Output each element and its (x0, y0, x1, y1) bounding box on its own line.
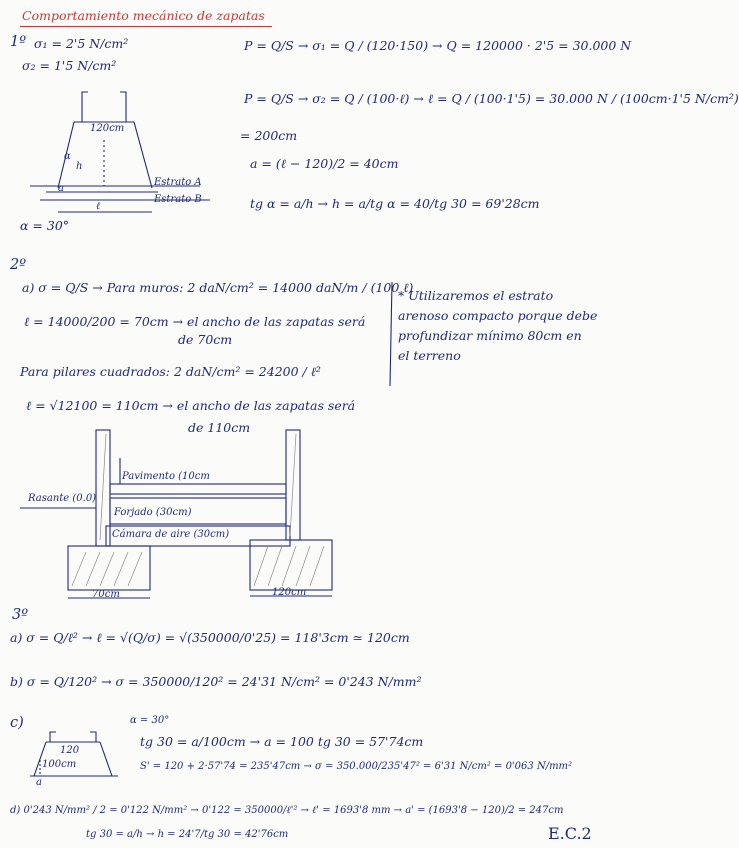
sec3-number: 3º (12, 607, 29, 623)
sec3-b: b) σ = Q/120² → σ = 350000/120² = 24'31 N/cm² = 0'243 N/mm² (10, 674, 422, 689)
sec2-eq3: ℓ = √12100 = 110cm → el ancho de las zapatas será (26, 398, 356, 413)
sec2-note-3: profundizar mínimo 80cm en (398, 328, 582, 343)
sec1-alpha: α = 30° (20, 218, 70, 233)
sec3-c2: S' = 120 + 2·57'74 = 235'47cm → σ = 350.000/235'47² = 6'31 N/cm² = 0'063 N/mm² (140, 761, 573, 772)
label-rasante: Rasante (0.0) (28, 493, 97, 504)
sec1-eq4: a = (ℓ − 120)/2 = 40cm (250, 156, 399, 171)
page-title: Comportamiento mecánico de zapatas (22, 8, 265, 23)
label-width-120: 120cm (272, 587, 307, 598)
label-width-70: 70cm (92, 589, 120, 600)
sec1-eq3: = 200cm (240, 128, 298, 143)
sec3-c-label: c) (10, 715, 24, 731)
sec3-c1: tg 30 = a/100cm → a = 100 tg 30 = 57'74cm (140, 734, 424, 749)
sec3-c-diag-width: 120 (60, 745, 80, 756)
sec3-c-alpha: α = 30° (130, 715, 170, 726)
footer-code: E.C.2 (548, 824, 592, 843)
sec2-eq2b: de 70cm (178, 332, 233, 347)
sec1-sigma1: σ₁ = 2'5 N/cm² (34, 36, 129, 51)
sec2-number: 2º (10, 257, 27, 273)
label-air-chamber: Cámara de aire (30cm) (112, 529, 230, 540)
sec1-eq1: P = Q/S → σ₁ = Q / (120·150) → Q = 120000 · 2'5 = 30.000 N (244, 38, 632, 53)
label-pavement: Pavimento (10cm (122, 471, 210, 482)
sec1-number: 1º (10, 34, 27, 50)
sec1-eq2: P = Q/S → σ₂ = Q / (100·ℓ) → ℓ = Q / (100·1'5) = 30.000 N / (100cm·1'5 N/cm²) (244, 91, 739, 106)
sec2-eq1: a) σ = Q/S → Para muros: 2 daN/cm² = 14000 daN/m / (100 ℓ) (22, 280, 414, 295)
label-forjado: Forjado (30cm) (114, 507, 192, 518)
sec3-a: a) σ = Q/ℓ² → ℓ = √(Q/σ) = √(350000/0'25) = 118'3cm ≃ 120cm (10, 630, 410, 645)
sec3-c-diag-a: a (36, 777, 42, 788)
sec3-d2: tg 30 = a/h → h = 24'7/tg 30 = 42'76cm (86, 829, 289, 840)
sec2-eq2: ℓ = 14000/200 = 70cm → el ancho de las zapatas será (24, 314, 366, 329)
sec2-note-1: * Utilizaremos el estrato (398, 288, 554, 303)
diag1-alpha: α (64, 151, 71, 162)
diag1-a: a (58, 183, 64, 194)
sec1-sigma2: σ₂ = 1'5 N/cm² (22, 58, 117, 73)
sec3-d1: d) 0'243 N/mm² / 2 = 0'122 N/mm² → 0'122 = 350000/ℓ'² → ℓ' = 1693'8 mm → a' = (1693'8 − 120)/2 = 247cm (10, 805, 564, 816)
diag1-stratum-b: Estrato B (154, 194, 202, 205)
diag1-top-label: 120cm (90, 123, 125, 134)
note-divider (390, 282, 392, 386)
sec2-pillars: Para pilares cuadrados: 2 daN/cm² = 24200 / ℓ² (20, 364, 321, 379)
sec3-c-diag-height: 100cm (42, 759, 77, 770)
diag1-h: h (76, 161, 83, 172)
sec1-eq5: tg α = a/h → h = a/tg α = 40/tg 30 = 69'28cm (250, 196, 540, 211)
diag1-stratum-a: Estrato A (154, 177, 202, 188)
sec2-note-2: arenoso compacto porque debe (398, 308, 598, 323)
diag1-l: ℓ (96, 201, 101, 212)
sec2-note-4: el terreno (398, 348, 461, 363)
sec2-eq3b: de 110cm (188, 420, 251, 435)
